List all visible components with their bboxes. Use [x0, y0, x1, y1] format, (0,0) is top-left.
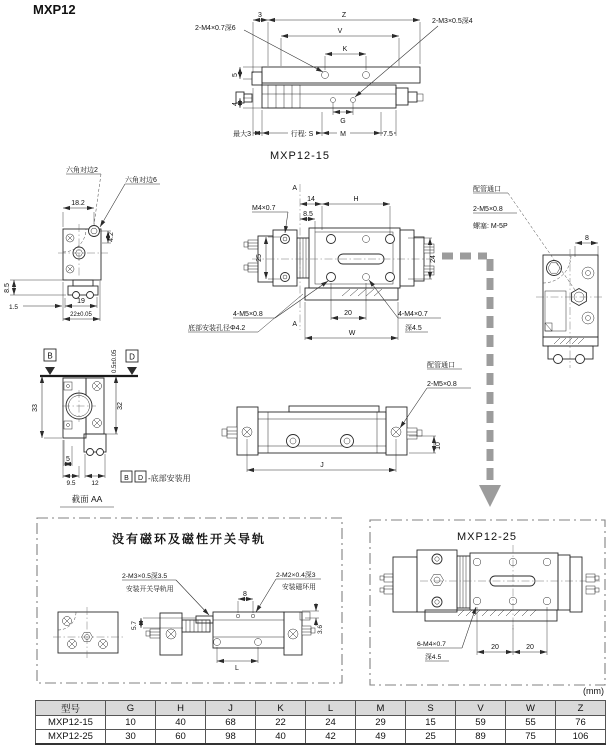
- table-header: M: [356, 701, 406, 716]
- table-cell: 89: [456, 730, 506, 745]
- table-header: S: [406, 701, 456, 716]
- section-label: A: [292, 185, 297, 192]
- table-cell: 60: [156, 730, 206, 745]
- dim-label: M: [340, 131, 346, 138]
- dim-label: W: [348, 330, 356, 337]
- thread-note: 2-M5×0.8: [427, 381, 457, 388]
- page-title: MXP12: [33, 2, 76, 17]
- table-cell: 68: [206, 716, 256, 730]
- depth-note: 深4.5: [405, 325, 422, 332]
- table-header: G: [106, 701, 156, 716]
- table-cell: 55: [506, 716, 556, 730]
- dim-label: 5.7: [131, 620, 138, 630]
- table-cell: 59: [456, 716, 506, 730]
- table-header: V: [456, 701, 506, 716]
- dim-label: 8: [243, 591, 247, 598]
- dim-label: 9.5: [66, 480, 76, 487]
- model-cell: MXP12-25: [36, 730, 106, 745]
- dim-label: 最大3: [233, 131, 251, 138]
- dim-label: 5: [232, 73, 239, 77]
- dim-label: 8: [585, 235, 589, 242]
- dim-label: 20: [526, 644, 534, 651]
- dim-label: K: [342, 46, 348, 53]
- table-cell: 29: [356, 716, 406, 730]
- no-magnet-option-box: [37, 518, 342, 683]
- dim-label: 33: [32, 404, 39, 412]
- port-note: 配管通口: [427, 362, 455, 369]
- use-note: 安装磁环用: [282, 584, 316, 591]
- dim-label: 10: [435, 442, 442, 450]
- table-header: 型号: [36, 701, 106, 716]
- table-cell: 75: [506, 730, 556, 745]
- table-header: K: [256, 701, 306, 716]
- table-header-row: [36, 701, 606, 716]
- dim-label: 20: [491, 644, 499, 651]
- table-cell: 49: [356, 730, 406, 745]
- thread-note: 2-M4×0.7深6: [195, 25, 236, 32]
- dim-label: 行程: S: [290, 131, 314, 138]
- dim-label: 32: [117, 402, 124, 410]
- tolerance-label: 0.5±0.05: [112, 349, 118, 373]
- table-cell: 30: [106, 730, 156, 745]
- hex-note: 六角对边2: [66, 167, 98, 174]
- hole-note: 底部安装孔径Φ4.2: [188, 325, 246, 332]
- mount-note: -底部安装用: [148, 474, 191, 483]
- thread-note: 4-M4×0.7: [398, 311, 428, 318]
- dimension-table: [35, 700, 605, 745]
- thread-note: 4-M5×0.8: [233, 311, 263, 318]
- table-cell: 76: [556, 716, 606, 730]
- datum-label: B: [47, 351, 53, 361]
- thread-note: M4×0.7: [252, 205, 276, 212]
- dim-label: 7.5: [383, 131, 393, 138]
- option-box-title: 没有磁环及磁性开关导轨: [111, 532, 267, 546]
- dim-label: 5: [66, 456, 70, 463]
- table-header: W: [506, 701, 556, 716]
- datum-label: D: [137, 475, 144, 482]
- table-cell: 15: [406, 716, 456, 730]
- dim-label: 12: [91, 480, 99, 487]
- thread-note: 2-M2×0.4深3: [276, 572, 316, 579]
- table-cell: 106: [556, 730, 606, 745]
- use-note: 安装开关导轨用: [126, 586, 174, 593]
- side-view-drawing: [222, 360, 471, 472]
- dim-label: 24: [430, 255, 437, 263]
- table-row: [36, 730, 606, 745]
- dim-label: 25: [256, 254, 263, 262]
- dim-label: 1.5: [9, 304, 19, 311]
- hex-note: 六角对边6: [125, 177, 157, 184]
- hex-end-view-drawing: [4, 165, 160, 321]
- dim-label: 18.2: [71, 200, 85, 207]
- view-caption: MXP12-15: [270, 150, 330, 162]
- arrow-head-icon: [479, 485, 501, 507]
- section-label: A: [292, 321, 297, 328]
- dim-label: 8.5: [4, 283, 11, 293]
- mxp12-25-box: [370, 520, 605, 685]
- table-cell: 10: [106, 716, 156, 730]
- port-note: 配管通口: [473, 186, 501, 193]
- table-cell: 98: [206, 730, 256, 745]
- section-aa-drawing: [32, 349, 191, 507]
- table-cell: 24: [306, 716, 356, 730]
- plug-note: 螺塞: M-5P: [473, 223, 508, 230]
- units-note: (mm): [583, 686, 604, 696]
- dim-label: J: [320, 462, 324, 469]
- table-cell: 40: [156, 716, 206, 730]
- thread-note: 2-M3×0.5深3.5: [122, 573, 168, 580]
- table-header: H: [156, 701, 206, 716]
- plan-view-drawing: [188, 184, 441, 340]
- dim-label: H: [353, 196, 359, 203]
- table-header: J: [206, 701, 256, 716]
- table-cell: 22: [256, 716, 306, 730]
- thread-note: 2-M3×0.5深4: [432, 18, 473, 25]
- dim-label: Z: [341, 12, 347, 19]
- dim-label: 22±0.05: [70, 312, 92, 318]
- front-view-drawing: [195, 12, 473, 162]
- dim-label: 4.2: [108, 232, 115, 242]
- dim-label: 19: [77, 298, 85, 305]
- table-cell: 25: [406, 730, 456, 745]
- variant-title: MXP12-25: [457, 531, 517, 543]
- dim-label: 3.6: [317, 624, 324, 634]
- depth-note: 深4.5: [425, 654, 442, 661]
- dim-label: L: [235, 665, 239, 672]
- dim-label: 20: [344, 310, 352, 317]
- table-header: Z: [556, 701, 606, 716]
- dim-label: 4: [232, 102, 239, 106]
- table-cell: 40: [256, 730, 306, 745]
- table-cell: 42: [306, 730, 356, 745]
- table-row: [36, 716, 606, 730]
- dim-label: 8.5: [303, 211, 313, 218]
- datum-label: B: [124, 475, 129, 482]
- datum-label: D: [129, 352, 135, 362]
- dim-label: 14: [307, 196, 315, 203]
- dim-label: G: [340, 118, 346, 125]
- thread-note: 6-M4×0.7: [417, 641, 446, 648]
- thread-note: 2-M5×0.8: [473, 206, 503, 213]
- dim-label: 3: [258, 12, 262, 19]
- section-caption: 截面 AA: [71, 494, 103, 504]
- dim-label: V: [337, 28, 343, 35]
- model-cell: MXP12-15: [36, 716, 106, 730]
- table-header: L: [306, 701, 356, 716]
